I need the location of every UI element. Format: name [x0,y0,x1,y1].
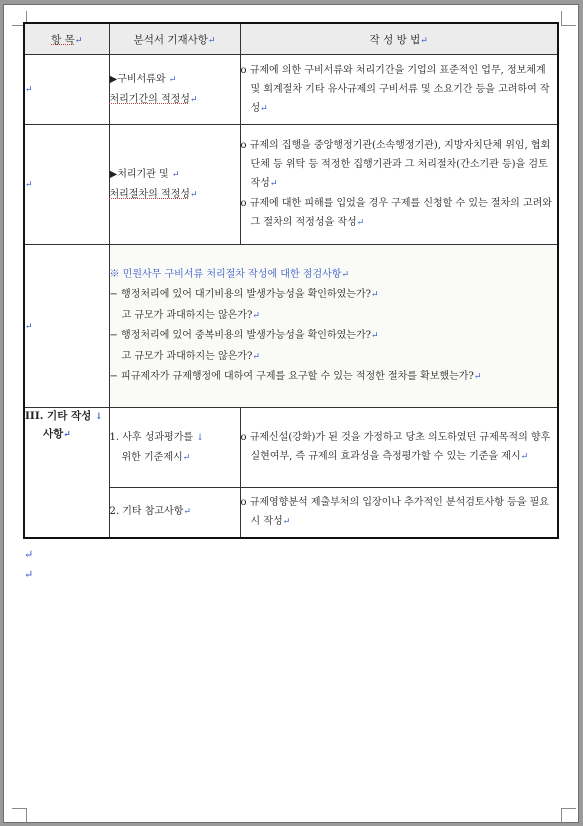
criterion-cell: ▶구비서류와 ↵ 처리기간의 적정성↵ [109,55,240,125]
section-3-description: o 규제신설(강화)가 된 것을 가정하고 당초 의도하였던 규제목적의 향후 실현여부, 즉 규제의 효과성을 측정평가할 수 있는 기준을 제시↵ [240,408,558,488]
header-method: 작 성 방 법↵ [240,23,558,55]
crop-mark-top-right [561,11,576,26]
paragraph-mark: ↵ [24,568,34,581]
checklist-row [24,245,558,408]
checklist-item: 고 규모가 과대하지는 않은가? [121,350,253,362]
table-row [24,408,558,488]
description-cell: o 규제의 집행을 중앙행정기관(소속행정기관), 지방자치단체 위임, 협회단체 등 위탁 등 적정한 집행기관과 그 처리절차(간소기관 등)을 검토 작성↵ o 규제에 대한 피해를 입었을 경우 구제를 신청할 수 있는 절차의 고려와 그 절차의 적정성을 작성↵ [240,125,558,245]
crop-mark-bottom-right [561,808,576,823]
checklist-title: ※ 민원사무 구비서류 처리절차 작성에 대한 점검사항 [109,268,342,280]
checklist-item: − 행정처리에 있어 중복비용의 발생가능성을 확인하였는가? [109,330,371,341]
checklist-item: − 피규제자가 규제행정에 대하여 구제를 요구할 수 있는 적정한 절차를 확보했는가? [109,371,474,382]
criterion-cell: ▶처리기관 및 ↵ 처리절차의 적정성↵ [109,125,240,245]
section-3-description: o 규제영향분석 제출부처의 입장이나 추가적인 분석검토사항 등을 필요시 작성↵ [240,488,558,538]
header-entry: 분석서 기재사항↵ [109,23,240,55]
table-row [24,125,558,245]
empty-item-cell: ↵ [24,125,109,245]
table-row [24,55,558,125]
empty-item-cell: ↵ [24,245,109,408]
empty-item-cell: ↵ [24,55,109,125]
description-cell: o 규제에 의한 구비서류와 처리기간을 기업의 표준적인 업무, 정보체계 및 회계절차 기타 유사규제의 구비서류 및 소요기간 등을 고려하여 작성↵ [240,55,558,125]
header-item: 항 목↵ [24,23,109,55]
analysis-table [23,22,559,539]
crop-mark-bottom-left [12,808,27,823]
checklist-box: ※ 민원사무 구비서류 처리절차 작성에 대한 점검사항↵ − 행정처리에 있어 대기비용의 발생가능성을 확인하였는가?↵ 고 규모가 과대하지는 않은가?↵ − 행정처리에 있어 중복비용의 발생가능성을 확인하였는가?↵ 고 규모가 과대하지는 않은가?↵ − 피규제자가 규제행정에 대하여 구제를 요구할 수 있는 적정한 절차를 확보했는가?↵ [109,245,558,408]
section-3-item: 1. 사후 성과평가를 ↓ 위한 기준제시↵ [109,408,240,488]
paragraph-mark: ↵ [24,548,34,561]
checklist-item: 고 규모가 과대하지는 않은가? [121,309,253,321]
table-header-row [24,23,558,55]
checklist-item: − 행정처리에 있어 대기비용의 발생가능성을 확인하였는가? [109,289,371,300]
section-3-title: III. 기타 작성 ↓ 사항↵ [24,408,109,538]
section-3-item: 2. 기타 참고사항↵ [109,488,240,538]
